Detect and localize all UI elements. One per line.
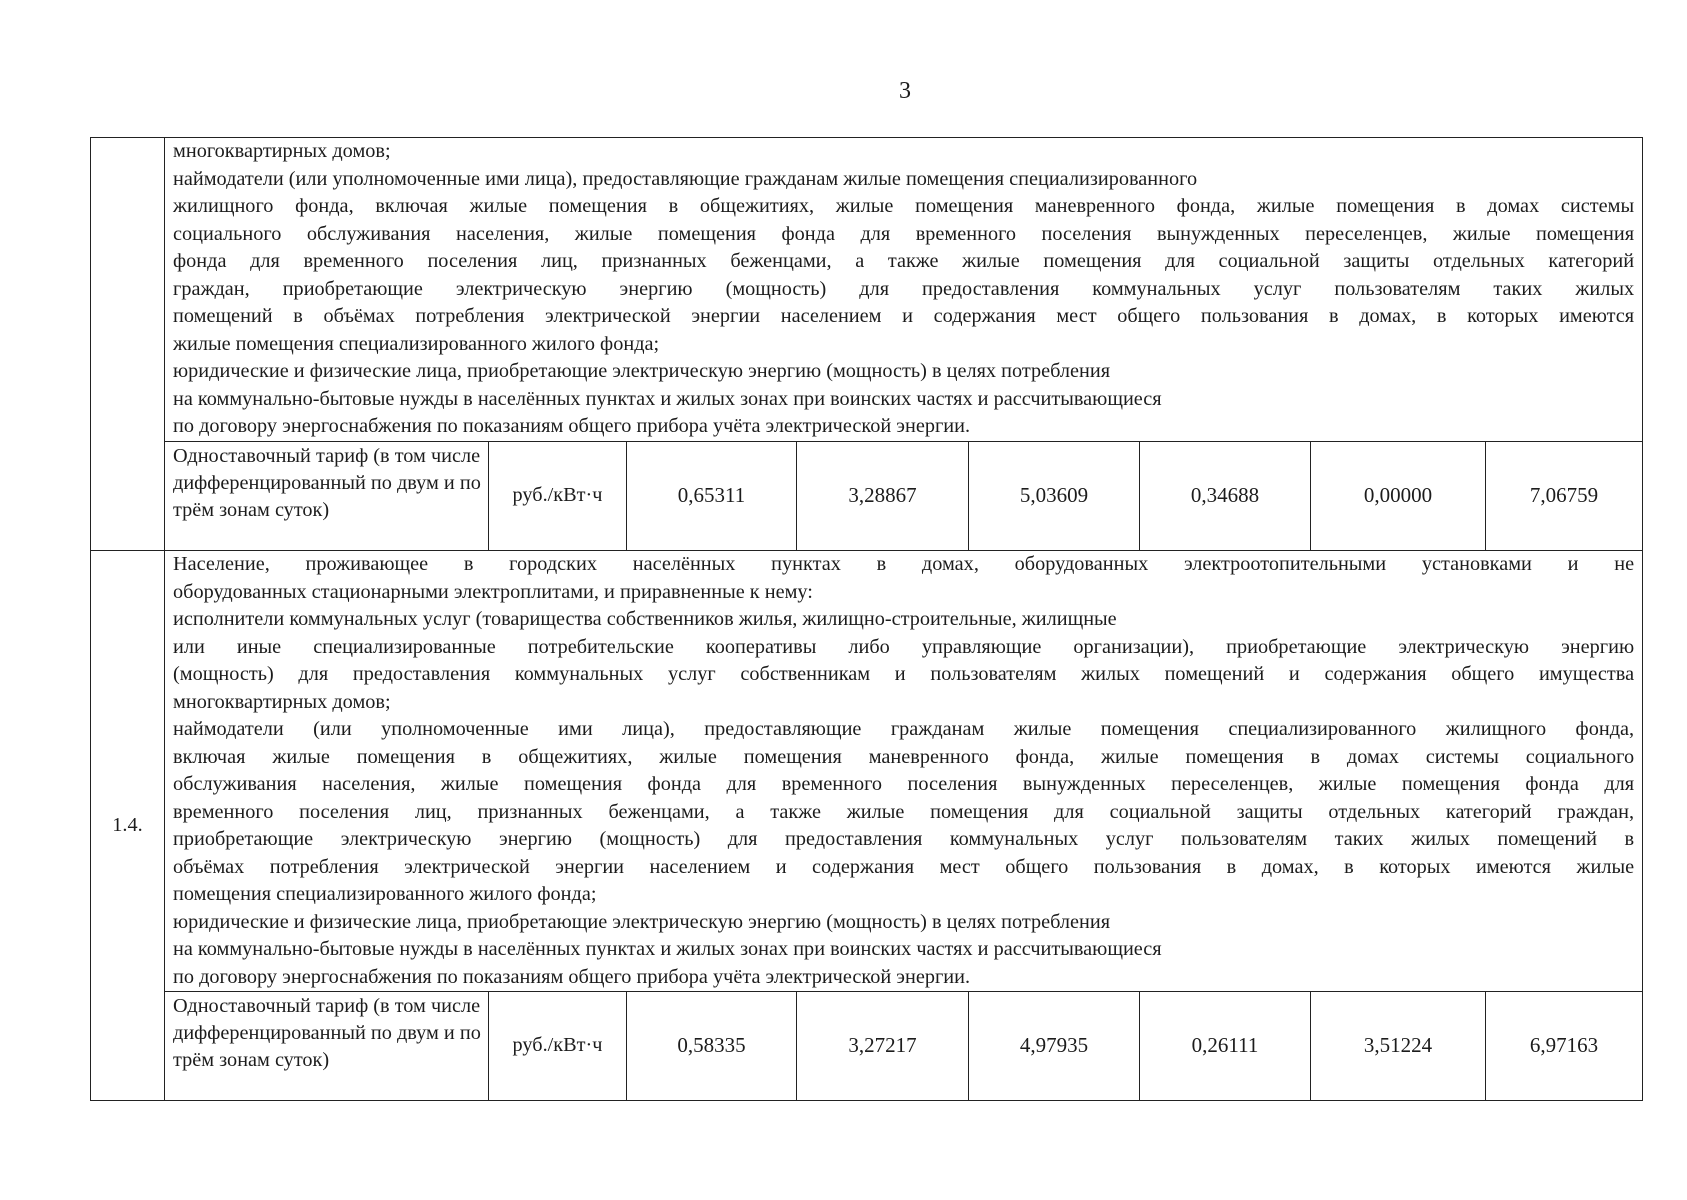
description-line: помещения специализированного жилого фонда; (173, 883, 597, 905)
description-line: многоквартирных домов; (173, 690, 391, 713)
section-1-4-description (165, 551, 1643, 992)
tariff-label: Одноставочный тариф (в том числе дифференцированный по двум и по трём зонам суток) (165, 442, 489, 551)
description-line: на коммунально-бытовые нужды в населённых пунктах и жилых зонах при воинских частях и рассчитывающиеся (173, 938, 1162, 960)
tariff-value: 0,26111 (1140, 992, 1311, 1101)
description-line: многоквартирных домов; (173, 140, 391, 162)
tariff-value: 5,03609 (969, 442, 1140, 551)
description-line: по договору энергоснабжения по показаниям общего прибора учёта электрической энергии. (173, 415, 971, 437)
description-line: жилые помещения специализированного жилого фонда; (173, 332, 660, 355)
description-line: жилищного фонда, включая жилые помещения в общежитиях, жилые помещения маневренного фонда, жилые помещения в домах системы (173, 195, 1635, 217)
description-line: временного поселения лиц, признанных беженцами, а также жилые помещения для социальной защиты отдельных категорий граждан, (173, 800, 1635, 823)
description-line: исполнители коммунальных услуг (товарищества собственников жилья, жилищно-строительные, жилищные (173, 608, 1117, 630)
section-number: 1.4. (91, 551, 165, 1101)
description-line: по договору энергоснабжения по показаниям общего прибора учёта электрической энергии. (173, 965, 971, 988)
description-line: оборудованных стационарными электроплитами, и приравненные к нему: (173, 580, 813, 603)
description-line: юридические и физические лица, приобретающие электрическую энергию (мощность) в целях потребления (173, 910, 1111, 933)
description-line: приобретающие электрическую энергию (мощность) для предоставления коммунальных услуг пользователям таких жилых помещений в (173, 828, 1635, 850)
tariff-row-1 (91, 442, 1643, 551)
description-line: наймодатели (или уполномоченные ими лица), предоставляющие гражданам жилые помещения специализированного жилищного фонда, (173, 718, 1635, 740)
continued-description-row (91, 138, 1643, 442)
tariff-value: 0,00000 (1311, 442, 1486, 551)
description-line: Население, проживающее в городских населённых пунктах в домах, оборудованных электроотопительными установками и не (173, 553, 1635, 575)
tariff-unit: руб./кВт·ч (489, 992, 627, 1101)
tariff-value: 3,51224 (1311, 992, 1486, 1101)
tariff-value: 3,27217 (797, 992, 969, 1101)
tariff-value: 6,97163 (1486, 992, 1643, 1101)
continued-number-cell (91, 138, 165, 551)
tariff-value: 0,65311 (627, 442, 797, 551)
description-line: наймодатели (или уполномоченные ими лица), предоставляющие гражданам жилые помещения специализированного (173, 167, 1198, 190)
description-line: (мощность) для предоставления коммунальных услуг собственникам и пользователям жилых помещений и содержания общего имущества (173, 663, 1635, 685)
tariff-table (90, 137, 1643, 1101)
description-line: фонда для временного поселения лиц, признанных беженцами, а также жилые помещения для социальной защиты отдельных категорий (173, 250, 1635, 272)
tariff-value: 7,06759 (1486, 442, 1643, 551)
tariff-label: Одноставочный тариф (в том числе дифференцированный по двум и по трём зонам суток) (165, 992, 489, 1101)
tariff-value: 3,28867 (797, 442, 969, 551)
section-1-4-text (173, 551, 1634, 991)
tariff-row-2 (91, 992, 1643, 1101)
page-number: 3 (899, 78, 911, 104)
tariff-unit: руб./кВт·ч (489, 442, 627, 551)
description-line: социального обслуживания населения, жилые помещения фонда для временного поселения вынужденных переселенцев, жилые помещения (173, 222, 1635, 245)
tariff-value: 0,58335 (627, 992, 797, 1101)
tariff-value: 4,97935 (969, 992, 1140, 1101)
tariff-table-container (90, 137, 1642, 1101)
description-line: граждан, приобретающие электрическую энергию (мощность) для предоставления коммунальных услуг пользователям таких жилых (173, 277, 1635, 300)
description-line: объёмах потребления электрической энергии населением и содержания мест общего пользования в домах, в которых имеются жилые (173, 855, 1635, 878)
description-line: обслуживания населения, жилые помещения фонда для временного поселения вынужденных переселенцев, жилые помещения фонда для (173, 773, 1635, 795)
description-line: включая жилые помещения в общежитиях, жилые помещения маневренного фонда, жилые помещения в домах системы социального (173, 745, 1635, 768)
description-line: помещений в объёмах потребления электрической энергии населением и содержания мест общего пользования в домах, в которых имеются (173, 305, 1635, 327)
continued-description (165, 138, 1643, 442)
continued-description-text (173, 138, 1634, 441)
description-line: или иные специализированные потребительские кооперативы либо управляющие организации), приобретающие электрическую энергию (173, 635, 1635, 658)
description-line: на коммунально-бытовые нужды в населённых пунктах и жилых зонах при воинских частях и рассчитывающиеся (173, 387, 1162, 410)
description-line: юридические и физические лица, приобретающие электрическую энергию (мощность) в целях потребления (173, 360, 1111, 382)
tariff-value: 0,34688 (1140, 442, 1311, 551)
section-1-4-description-row (91, 551, 1643, 992)
